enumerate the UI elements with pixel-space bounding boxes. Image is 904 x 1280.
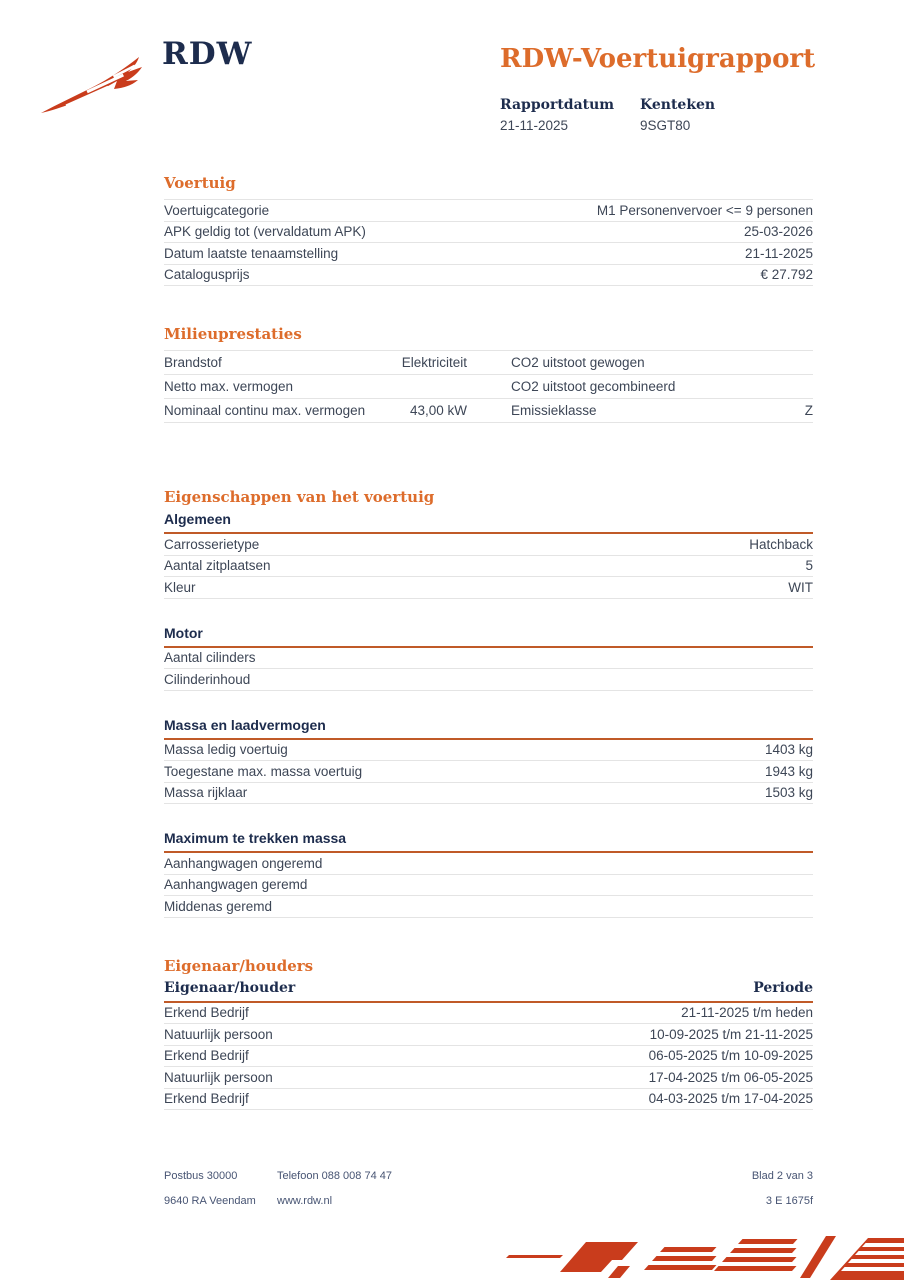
- row-value: 1503 kg: [764, 785, 813, 801]
- page-title: RDW-Voertuigrapport: [500, 44, 816, 74]
- row-label: Kleur: [164, 579, 196, 595]
- table-row: [164, 1067, 813, 1089]
- row-value: 43,00 kW: [409, 403, 467, 418]
- footer-address-2: 9640 RA Veendam: [164, 1195, 256, 1207]
- footer-line-2: [164, 1195, 813, 1207]
- row-value: 25-03-2026: [743, 224, 813, 240]
- table-row: [164, 1003, 813, 1025]
- row-value: M1 Personenvervoer <= 9 personen: [596, 202, 813, 218]
- period-cell: 10-09-2025 t/m 21-11-2025: [649, 1026, 813, 1042]
- period-cell: 17-04-2025 t/m 06-05-2025: [648, 1069, 813, 1085]
- owner-cell: Natuurlijk persoon: [164, 1069, 273, 1085]
- column-header-owner: Eigenaar/houder: [164, 979, 296, 996]
- row-value: Elektriciteit: [401, 355, 467, 370]
- section-heading: Eigenaar/houders: [164, 956, 314, 975]
- section-heading: Milieuprestaties: [164, 325, 302, 343]
- row-value: Z: [804, 403, 813, 418]
- form-code: 3 E 1675f: [765, 1195, 813, 1207]
- table-row: [164, 534, 813, 556]
- section-milieuprestaties: [164, 326, 813, 423]
- section-heading: Eigenschappen van het voertuig: [164, 488, 435, 506]
- footer-line-1: [164, 1170, 813, 1182]
- section-heading: Voertuig: [164, 174, 236, 192]
- voertuig-table: [164, 199, 813, 286]
- page-footer: [164, 1170, 813, 1207]
- row-value: Hatchback: [749, 536, 813, 552]
- table-row: [164, 351, 813, 375]
- row-label: Emissieklasse: [511, 403, 597, 418]
- period-cell: 06-05-2025 t/m 10-09-2025: [648, 1048, 813, 1064]
- table-row: [164, 222, 813, 244]
- row-label: Voertuigcategorie: [164, 202, 270, 218]
- footer-website: www.rdw.nl: [277, 1195, 333, 1207]
- row-label: CO2 uitstoot gecombineerd: [511, 379, 676, 394]
- table-row: [164, 669, 813, 691]
- row-label: Aantal zitplaatsen: [164, 558, 271, 574]
- subsection-heading: Algemeen: [164, 511, 813, 534]
- milieu-table: [164, 350, 813, 423]
- row-label: Catalogusprijs: [164, 267, 250, 283]
- subsection-trekken-massa: [164, 830, 813, 918]
- row-label: Aanhangwagen ongeremd: [164, 855, 323, 871]
- subsection-massa: [164, 717, 813, 805]
- subsection-algemeen: [164, 511, 813, 599]
- table-row: [164, 1046, 813, 1068]
- table-row: [164, 577, 813, 599]
- section-eigenschappen: [164, 489, 813, 918]
- row-label: Netto max. vermogen: [164, 379, 294, 394]
- owner-cell: Erkend Bedrijf: [164, 1005, 249, 1021]
- row-label: Aanhangwagen geremd: [164, 877, 308, 893]
- table-row: [164, 556, 813, 578]
- section-eigenaar-houders: [164, 958, 813, 1111]
- table-row: [164, 200, 813, 222]
- table-row: [164, 853, 813, 875]
- row-label: Massa ledig voertuig: [164, 742, 288, 758]
- table-row: [164, 896, 813, 918]
- page-indicator: Blad 2 van 3: [751, 1170, 813, 1182]
- row-label: Aantal cilinders: [164, 650, 256, 666]
- column-header-period: Periode: [753, 979, 813, 996]
- rdw-feather-logo-icon: [38, 50, 150, 118]
- row-value: 1943 kg: [764, 763, 813, 779]
- table-row: [164, 243, 813, 265]
- row-label: Carrosserietype: [164, 536, 260, 552]
- row-value: € 27.792: [760, 267, 813, 283]
- trekken-massa-table: [164, 853, 813, 918]
- speed-stripes-graphic-icon: [500, 1234, 904, 1280]
- table-row: [164, 740, 813, 762]
- row-label: Toegestane max. massa voertuig: [164, 763, 363, 779]
- row-label: Nominaal continu max. vermogen: [164, 403, 366, 418]
- owners-table-header: [164, 980, 813, 1003]
- algemeen-table: [164, 534, 813, 599]
- table-row: [164, 375, 813, 399]
- row-value: 5: [805, 558, 813, 574]
- row-label: Massa rijklaar: [164, 785, 248, 801]
- massa-table: [164, 740, 813, 805]
- row-label: Middenas geremd: [164, 898, 273, 914]
- footer-phone: Telefoon 088 008 74 47: [277, 1170, 392, 1182]
- table-row: [164, 783, 813, 805]
- table-row: [164, 1089, 813, 1111]
- row-value: 1403 kg: [764, 742, 813, 758]
- row-label: Cilinderinhoud: [164, 671, 251, 687]
- rdw-logo-wordmark: RDW: [162, 36, 253, 72]
- table-row: [164, 265, 813, 287]
- table-row: [164, 1024, 813, 1046]
- owner-cell: Erkend Bedrijf: [164, 1091, 249, 1107]
- footer-address-1: Postbus 30000: [164, 1170, 238, 1182]
- table-row: [164, 761, 813, 783]
- owner-cell: Natuurlijk persoon: [164, 1026, 273, 1042]
- owner-cell: Erkend Bedrijf: [164, 1048, 249, 1064]
- subsection-heading: Motor: [164, 625, 813, 648]
- row-label: CO2 uitstoot gewogen: [511, 355, 645, 370]
- section-voertuig: [164, 175, 813, 286]
- report-date-label: Rapportdatum: [500, 97, 615, 113]
- subsection-heading: Maximum te trekken massa: [164, 830, 813, 853]
- row-label: Brandstof: [164, 355, 222, 370]
- report-date-value: 21-11-2025: [500, 118, 569, 133]
- row-value: WIT: [788, 579, 813, 595]
- table-row: [164, 875, 813, 897]
- table-row: [164, 399, 813, 423]
- report-body: [164, 175, 813, 1110]
- period-cell: 04-03-2025 t/m 17-04-2025: [648, 1091, 813, 1107]
- row-label: APK geldig tot (vervaldatum APK): [164, 224, 366, 240]
- row-label: Datum laatste tenaamstelling: [164, 245, 339, 261]
- subsection-motor: [164, 625, 813, 691]
- owners-table: [164, 1003, 813, 1111]
- row-value: 21-11-2025: [744, 245, 813, 261]
- table-row: [164, 648, 813, 670]
- subsection-heading: Massa en laadvermogen: [164, 717, 813, 740]
- license-plate-label: Kenteken: [640, 97, 716, 113]
- period-cell: 21-11-2025 t/m heden: [681, 1005, 813, 1021]
- license-plate-value: 9SGT80: [640, 118, 691, 133]
- motor-table: [164, 648, 813, 691]
